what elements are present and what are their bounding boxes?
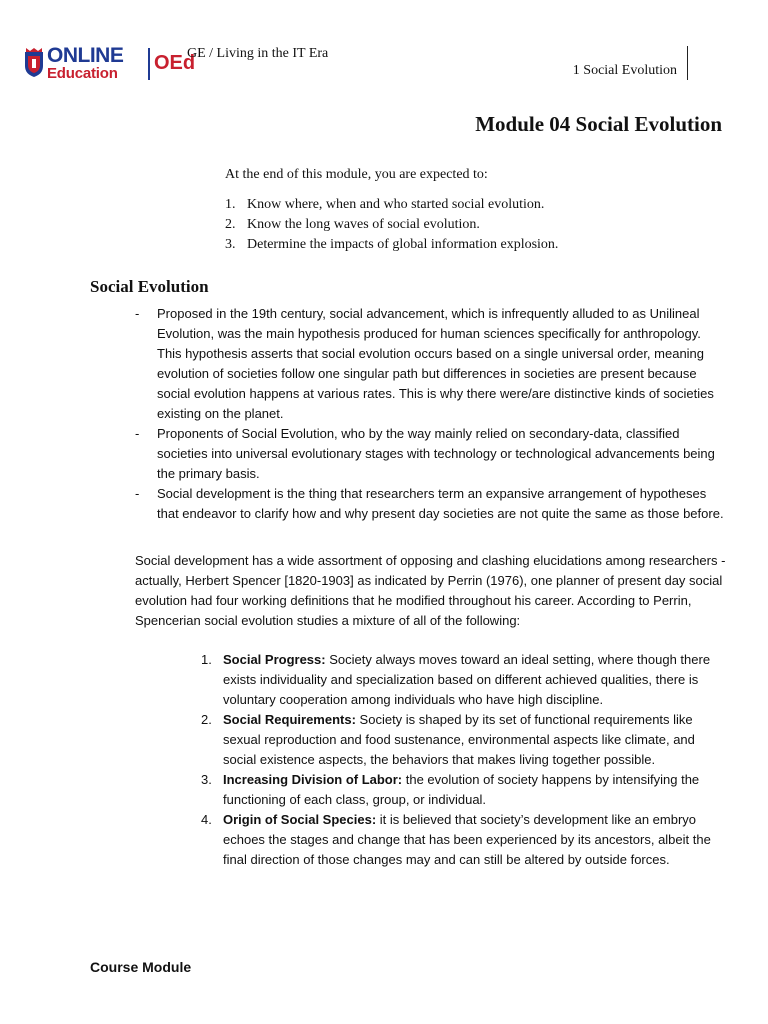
bullet-list (135, 304, 725, 524)
logo-online-text: ONLINE (47, 44, 124, 67)
definitions-list (201, 650, 727, 870)
definition-item: 3. Increasing Division of Labor: the evolution of society happens by intensifying the functioning of each class, group, or individual. (201, 772, 700, 807)
objective-item: 2. Know the long waves of social evolution. (225, 217, 480, 232)
logo-divider (148, 48, 150, 80)
footer-label: Course Module (90, 959, 192, 975)
crest-icon (24, 48, 44, 78)
bullet-item: - Proposed in the 19th century, social advancement, which is infrequently alluded to as Unilineal Evolution, was the main hypothesis produced for human sciences specifically for anthropology. This hypothesis asserts that social evolution occurs based on a single universal order, meaning evolution of societies follow one singular path but differences in societies are present because social evolution happens at various rates. This is why there were/are distinctive kinds of societies existing on the planet. (135, 306, 714, 421)
definition-item: 1. Social Progress: Society always moves toward an ideal setting, where though there exists individuality and specialization based on different achieved qualities, there is voluntary cooperation among individuals who have high discipline. (201, 652, 711, 707)
body-paragraph: Social development has a wide assortment of opposing and clashing elucidations among researchers - actually, Herbert Spencer [1820-1903] as indicated by Perrin (1976), one planner of present day social evolution had four working definitions that he modified throughout his career. According to Perrin, Spencerian social evolution studies a mixture of all of the following: (135, 553, 726, 628)
objective-item: 3. Determine the impacts of global information explosion. (225, 237, 559, 252)
section-heading: Social Evolution (90, 277, 209, 296)
definition-term: Increasing Division of Labor: (223, 772, 403, 787)
online-education-logo (24, 44, 196, 84)
module-title: Module 04 Social Evolution (475, 112, 722, 136)
bullet-item: - Proponents of Social Evolution, who by the way mainly relied on secondary-data, classified societies into universal evolutionary stages with technology or technological advancements being the primary basis. (135, 426, 715, 481)
header-divider (687, 46, 688, 80)
course-title: GE / Living in the IT Era (187, 46, 329, 61)
definition-item: 4. Origin of Social Species: it is believed that society’s development like an embryo echoes the stages and change that has been experienced by its ancestors, albeit the final direction of those changes may and can still be altered by outside forces. (201, 812, 711, 867)
section-label: 1 Social Evolution (572, 63, 677, 78)
objectives-intro: At the end of this module, you are expected to: (225, 167, 488, 182)
logo-oed-text: OEd (154, 52, 196, 74)
definition-item: 2. Social Requirements: Society is shaped by its set of functional requirements like sexual reproduction and food sustenance, environmental aspects like climate, and social existence aspects, the behaviors that makes living together possible. (201, 712, 695, 767)
logo-education-text: Education (47, 65, 118, 82)
objectives-list (225, 195, 558, 255)
bullet-item: - Social development is the thing that researchers term an expansive arrangement of hypotheses that endeavor to clarify how and why present day societies are not quite the same as those before. (135, 486, 724, 521)
definition-term: Social Requirements: (223, 712, 356, 727)
definition-term: Social Progress: (223, 652, 326, 667)
definition-term: Origin of Social Species: (223, 812, 377, 827)
objective-item: 1. Know where, when and who started social evolution. (225, 197, 545, 212)
